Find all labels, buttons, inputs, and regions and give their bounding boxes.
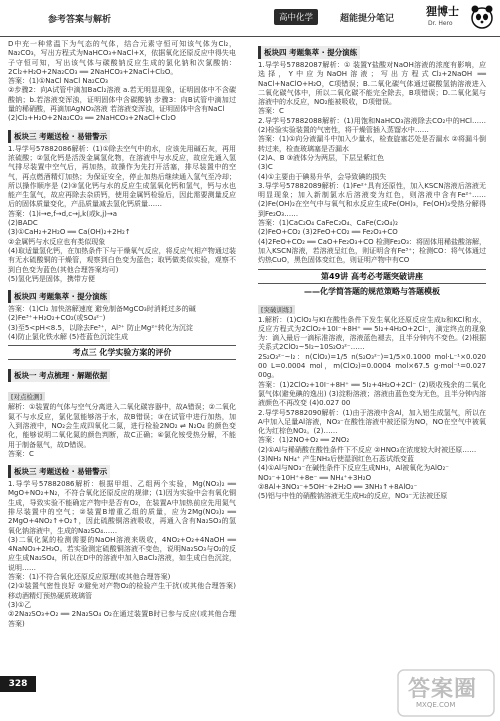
answer-paragraph: (3)①乙 [8,600,32,609]
section-heading: 板块四 考题集萃 · 提分演练 [258,46,360,59]
answer-paragraph: (4)①Al与NO₃⁻在碱性条件下反应生成NH₃，Al被氧化为AlO₂⁻ [258,464,449,473]
book-title: 超能提分笔记 [340,14,395,24]
answer-paragraph: 答案：C [8,449,34,458]
answer-paragraph: 答案：(1)i→e,f→d,c→j,k(或k,j)→a [8,209,118,218]
chapter-subtitle: ——化学简答题的规范策略与答题模板 [304,286,440,296]
answer-paragraph: (2)BADC [8,219,38,228]
answer-paragraph: (4)取适量氢化钙，在加热条件下与干燥氧气反应，将反应气相产物通过装有无水硫酸铜的干燥管，观察到白色变为蓝色；取钙做类似实验，观察不到白色变为蓝色(其他合理答案均可) [8,246,236,274]
answer-paragraph: 1.导学号57882086解析：(1)①除去空气中的水，应该先用碱石灰，再用浓硫酸；②氢化钙是活泼金属氢化物，在溶液中与水反应，故应先通入氢气排尽装置中空气后，再加热，故操作为先打开活塞，排尽装置中的空气，再点燃酒精灯加热；为保证安全，停止加热后继续通入氢气至冷却；所以操作顺序是 (2)③氢化钙与水的反应生成氢氧化钙和氢气，钙与水也能产生氢气，故应再除去杂质钙，使用金属钙检验后，因此需要测量反应后的固体质量变化，产品质量减去氢化钙质量…… [8,144,236,209]
subject-tag: 高中化学 [274,9,318,25]
answer-paragraph: (5)铝与中性的硝酸钠溶液无生成H₂的反应，NO₃⁻无法被还原 [258,492,448,501]
answer-paragraph: ②步骤2：向A试管中滴加BaCl₂溶液 a.若无明显现象，证明固体中不含碳酸钠；b.若溶液变浑浊，证明固体中含碳酸钠 步骤3：向B试管中滴加过量的稀硝酸，再滴加AgNO₃溶液 若溶液变浑浊，证明固体中含有NaCl [8,86,236,114]
answer-paragraph: (3)NH₃ NH₄⁺ 产生NH₃后使湿润红色石蕊试纸变蓝 [258,454,414,463]
answer-paragraph: 3.导学号57882089解析：(1)Fe²⁺具有还原性，加入KSCN溶液后溶液无明显现象；加入新制氯水后溶液变为红色，则溶液中含有Fe²⁺……(2)Fe(OH)₂在空气中与氧气和水反应生成Fe(OH)₃，Fe(OH)₃受热分解得到Fe₂O₃…… [258,181,486,218]
answer-paragraph: (3)二氧化氮的检测需要的NaOH溶液来吸收，4NO₂+O₂+4NaOH ══ 4NaNO₃+2H₂O。若实验测定硫酸铜溶液不变色，说明Na₂SO₃与O₂的反应生成Na₂SO₄，所以在D中的溶液中加入BaCl₂溶液，如生成白色沉淀，说明…… [8,535,236,572]
chapter-heading: 考点三 化学实验方案的评价 [8,345,236,360]
answer-paragraph: (2)FeO+CO₂ (3)2FeO+CO₂ ══ Fe₂O₃+CO [258,228,398,237]
answer-paragraph: 答案：(1)CaC₂O₄ CaFeC₂O₄、CaFe(C₂O₄)₂ [258,219,398,228]
right-column [258,40,486,501]
answer-paragraph: ②2Na₂SO₃+O₂ ══ 2Na₂SO₄ O₂在通过装置B时已参与反应(或其他合理答案) [8,610,236,628]
answer-paragraph: 答案：(1)2NO+O₂ ══ 2NO₂ [258,436,350,445]
answer-paragraph: (2)①Al与稀硝酸在酸性条件下不反应 ②HNO₃在浓度较大时被还原…… [258,445,477,454]
answer-paragraph: (3)C [258,163,273,172]
practice-tag: [对点检测] [8,392,45,401]
answer-paragraph: 答案：(1)Cl₂ 加快溶解速度 避免制备MgCO₃时消耗过多的碱 [8,305,196,314]
watermark-text: 答案圈 [408,676,478,702]
answer-paragraph: 答案：(1)2ClO₂+10I⁻+8H⁺ ══ 5I₂+4H₂O+2Cl⁻ (2)吸收残余的二氧化氯气体(避免碘的逸出) (3)淀粉溶液；溶液由蓝色变为无色，且半分钟内溶液颜色不再改变 (4)0.027 00 [258,380,486,408]
section-heading: 板块一 考点梳理 · 解题依据 [8,369,110,382]
page-header [0,0,500,37]
answer-paragraph: 答案：(1)①NaCl NaCl Na₂CO₃ [8,77,108,86]
practice-tag: [突破训练] [258,305,295,314]
answer-paragraph: (5)氢化钙是固体，携带方便 [8,274,95,283]
answer-paragraph: 答案：(1)①向分液漏斗中加入少量水，检查旋塞芯处是否漏水 ②将漏斗倒转过来，检查玻璃塞是否漏水 [258,135,486,153]
panda-logo-icon [470,4,494,30]
page-number: 328 [0,676,36,692]
answer-paragraph: 2.导学号57882088解析：(1)用饱和NaHCO₃溶液除去CO₂中的HCl……(2)检验实验装置的气密性，将干燥管插入蒸馏水中…… [258,116,486,135]
answer-paragraph: D中充一种常温下为气态的气体，结合元素守恒可知该气体为Cl₂，Na₂CO₃，写出方程式为NaHCO₃+NaCl+X，依据氧化还原反应中得失电子守恒可知，写出该气体与碳酸钠反应生成的氯化钠和次氯酸钠：2Cl₂+H₂O+2Na₂CO₃ ══ 2NaHCO₃+2NaCl+Cl₂O。 [8,40,236,76]
section-heading: 板块四 考题集萃 · 提分演练 [8,290,110,303]
section-heading: 板块三 考题送检 · 易错警示 [8,465,110,478]
answer-paragraph: 1.解析：(1)ClO₂与KI在酸性条件下发生氧化还原反应生成I₂和KCl和水，反应方程式为2ClO₂+10I⁻+8H⁺ ══ 5I₂+4H₂O+2Cl⁻，滴定终点的现象为：滴入最后一滴标准溶液，溶液蓝色褪去，且半分钟内不变色。(2)根据关系式2ClO₂~5I₂~10S₂O₃²⁻…… [258,315,486,352]
answer-paragraph: 1.导学号57882087解析：① 装置Y盐酸对NaOH溶液的浓度有影响，应选择，Y中应为NaOH溶液；写出方程式Cl₂+2NaOH ══ NaCl+NaClO+H₂O，C项错误；B.二氧化碳气体通过碳酸氢钠溶液进入二氧化碳气体中，所以二氧化碳不能完全除去，B项错误；D.二氧化氮与溶液中的水反应，NO₂能被吸收，D项错误。 [258,61,486,107]
chapter-heading: 第49讲 高考必考题突破讲座 [258,269,486,284]
brand-subtitle: Dr. Hero [428,20,453,27]
answer-paragraph: 解析：①装置的气体与空气分离进入二氧化碳容器中，故A错误；②二氧化氮不与水反应，氯化氢能够溶于水，故B错误；③在试管中进行加热，加入到溶液中，NO₂会生成四氧化二氮，进行检验2NO₂ ⇌ N₂O₄ 的颜色变化，能够说明二氧化氮的颜色判断，故C正确；④氯化铵受热分解，不能用于制备氨气，故D错误。 [8,403,236,449]
answer-paragraph: 2.导学号57882090解析：(1)由于溶液中含Al，加入铝生成氢气，所以在A中加入足量Al溶液，NO₃⁻在酸性溶液中被还原为NO，NO在空气中被氧化为红棕色NO₂。(2)…… [258,408,486,436]
answer-paragraph: 2S₂O₃²⁻~I₂：n(ClO₂)=1/5 n(S₂O₃²⁻)=1/5×0.1000 mol·L⁻¹×0.020 00 L=0.0004 mol，m(ClO₂)=0.0004 mol×67.5 g·mol⁻¹=0.027 00g。 [258,352,486,380]
header-left-title: 参考答案与解析 [48,15,112,25]
answer-paragraph: (2)①装置气密性良好 ②避免对产物O₂的检验产生干扰(或其他合理答案) 移动酒精灯预热硬质玻璃管 [8,582,236,600]
answer-paragraph: (2)Fe³⁺+H₂O₂+CO₂(或SO₄²⁻) [8,314,106,323]
answer-paragraph: 答案：C [258,107,284,116]
answer-paragraph: (3)①CaH₂+2H₂O ══ Ca(OH)₂+2H₂↑ [8,228,131,237]
brand-name: 狸博士 [426,5,459,18]
answer-paragraph: (4)①主要由于碘易升华，会导致碘的损失 [258,172,387,181]
answer-paragraph: 1.导学号57882086解析：根据甲组、乙组两个实验，Mg(NO₃)₂ ══ MgO+NO₂+N₂，不符合氧化还原反应的规律；(1)因为实验中会有氧化铜生成，导致实验不能确定产物中是否有O₂，在装置A中加热前应先用氮气排尽装置中的空气；②装置B增重乙组的质量，应为2Mg(NO₃)₂ ══ 2MgO+4NO₂↑+O₂↑，因此硫酸铜溶液吸收，再通入含有Na₂SO₃的氢氧化钠溶液中，生成的Na₂SO₄…… [8,480,236,535]
answer-paragraph: (2)Cl₂+H₂O+2Na₂CO₃ ══ 2NaHCO₃+2NaCl+Cl₂O [8,114,176,123]
answer-paragraph: ②8Al+3NO₃⁻+5OH⁻+2H₂O ══ 3NH₃↑+8AlO₂⁻ [258,482,418,491]
answer-paragraph: NO₃⁻+10H⁺+8e⁻ ══ NH₄⁺+3H₂O [258,473,372,482]
answer-paragraph: (3)至5<pH<8.5，以除去Fe³⁺，Al³⁺ 防止Mg²⁺转化为沉淀 [8,323,193,332]
answer-paragraph: (4)防止氯化铁水解 (5)苍蓝色沉淀生成 [8,333,129,342]
watermark-url: MXQE.COM [416,701,456,709]
section-heading: 板块三 考题送检 · 易错警示 [8,130,110,143]
left-column [8,40,236,629]
answer-paragraph: ②金属钙与水反应也有类似现象 [8,237,106,246]
answer-paragraph: (4)2FeO+CO₂ ══ CaO+Fe₂O₃+CO 检测Fe₂O₃：将固体用稀盐酸溶解，加入KSCN溶液，若溶液呈红色，则证明含有Fe³⁺；检测CO：将气体通过灼热CuO，黑色固体变红色，则证明产物中有CO [258,237,486,265]
answer-paragraph: (2)A、B ③液体分为两层，下层呈紫红色 [258,153,385,162]
answer-paragraph: 答案：(1)不符合氧化还原反应原理(或其他合理答案) [8,573,171,582]
